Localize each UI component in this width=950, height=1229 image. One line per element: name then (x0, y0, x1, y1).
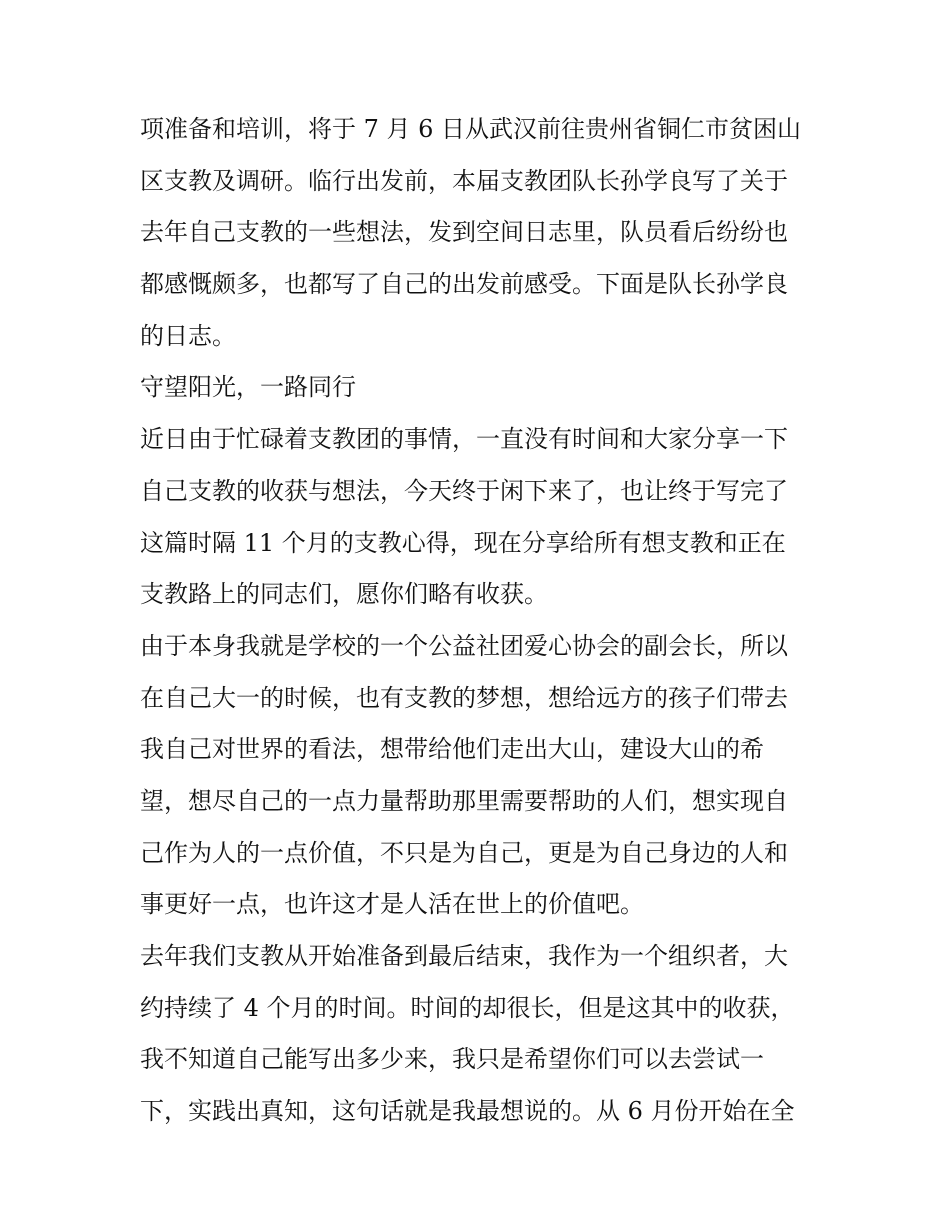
text-line: 己作为人的一点价值，不只是为自己，更是为自己身边的人和 (140, 838, 788, 867)
text-line: 事更好一点，也许这才是人活在世上的价值吧。 (140, 890, 644, 919)
text-line: 约持续了 4 个月的时间。时间的却很长，但是这其中的收获， (140, 993, 795, 1022)
text-line: 我不知道自己能写出多少来，我只是希望你们可以去尝试一 (140, 1045, 764, 1074)
text-line: 都感慨颇多，也都写了自己的出发前感受。下面是队长孙学良 (140, 270, 788, 299)
text-line: 的日志。 (140, 321, 236, 350)
text-line: 去年自己支教的一些想法，发到空间日志里，队员看后纷纷也 (140, 218, 788, 247)
text-line: 支教路上的同志们，愿你们略有收获。 (140, 580, 548, 609)
text-line: 近日由于忙碌着支教团的事情，一直没有时间和大家分享一下 (140, 425, 788, 454)
text-line: 区支教及调研。临行出发前，本届支教团队长孙学良写了关于 (140, 166, 788, 195)
text-line: 下，实践出真知，这句话就是我最想说的。从 6 月份开始在全 (140, 1097, 795, 1126)
text-line: 在自己大一的时候，也有支教的梦想，想给远方的孩子们带去 (140, 683, 788, 712)
text-line: 由于本身我就是学校的一个公益社团爱心协会的副会长，所以 (140, 631, 788, 660)
text-line: 自己支教的收获与想法，今天终于闲下来了，也让终于写完了 (140, 476, 788, 505)
document-body (140, 104, 815, 1138)
text-line: 这篇时隔 11 个月的支教心得，现在分享给所有想支教和正在 (140, 528, 786, 557)
text-line: 我自己对世界的看法，想带给他们走出大山，建设大山的希 (140, 735, 764, 764)
section-heading: 守望阳光，一路同行 (140, 373, 356, 402)
text-line: 项准备和培训，将于 7 月 6 日从武汉前往贵州省铜仁市贫困山 (140, 115, 802, 143)
text-line: 望，想尽自己的一点力量帮助那里需要帮助的人们，想实现自 (140, 786, 788, 815)
text-line: 去年我们支教从开始准备到最后结束，我作为一个组织者，大 (140, 942, 788, 970)
